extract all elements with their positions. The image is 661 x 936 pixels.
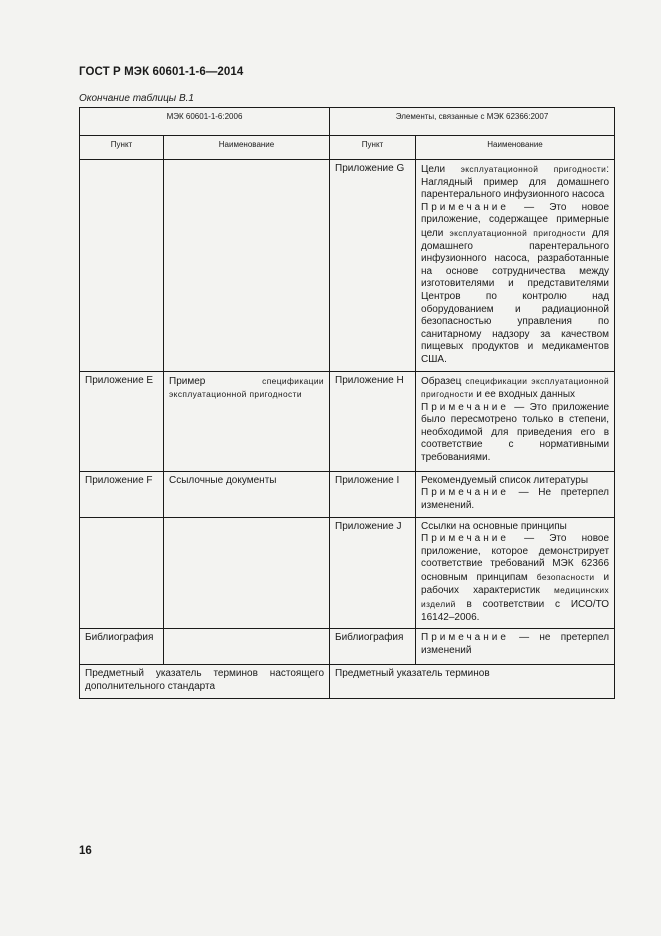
empty-cell — [80, 160, 164, 372]
note-label: Примечание — [421, 201, 509, 213]
column-header-name-right: Наименование — [416, 136, 615, 160]
note-text: — не претерпел изменений — [421, 632, 610, 656]
table-column-header-row — [80, 136, 615, 160]
term-smallcaps: эксплуатационной пригодности — [449, 227, 586, 238]
cell-name — [416, 371, 615, 471]
note-label: Примечание — [421, 487, 509, 499]
cell-index-left: Предметный указатель терминов настоящего дополнительного стандарта — [80, 665, 330, 699]
note-text: — Не претерпел изменений. — [421, 487, 610, 511]
term-text: Образец — [421, 375, 462, 387]
cell-item: Приложение H — [330, 371, 416, 471]
document-header: ГОСТ Р МЭК 60601-1-6—2014 — [79, 66, 244, 78]
term-smallcaps: безопасности — [536, 571, 595, 582]
empty-cell — [164, 629, 330, 665]
table-caption: Окончание таблицы В.1 — [79, 93, 194, 104]
page-number: 16 — [79, 845, 92, 857]
group-header-left: МЭК 60601-1-6:2006 — [80, 108, 330, 136]
term-smallcaps: спецификации эксплуатационной пригодности — [421, 375, 610, 400]
cell-item: Приложение G — [330, 160, 416, 372]
note-label: Примечание — [421, 533, 509, 545]
note-text: — Это приложение было пересмотрено только в степени, необходимой для приведения его в соответствие с нормативными требованиями. — [421, 401, 610, 464]
cell-item: Приложение I — [330, 471, 416, 517]
table-row — [80, 471, 615, 517]
empty-cell — [80, 517, 164, 629]
note-text: — Это новое приложение, которое демонстрирует соответствие требований МЭК 62366 основным принципам — [421, 533, 610, 583]
column-header-item-left: Пункт — [80, 136, 164, 160]
cell-index-right: Предметный указатель терминов — [330, 665, 615, 699]
note-text: — Это новое приложение, содержащее примерные — [421, 201, 610, 226]
note-text: для домашнего парентерального инфузионного насоса, разработанные на основе сотрудничества между изготовителями и представителями Центров по контролю над оборудованием и радиационной безопасностью управления по санитарному надзору за качеством пищевых продуктов и медикаментов США. — [421, 227, 610, 365]
note-label: Примечание — [421, 401, 509, 413]
note-label: Примечание — [421, 632, 509, 644]
comparison-table — [79, 107, 615, 699]
column-header-item-right: Пункт — [330, 136, 416, 160]
cell-item: Приложение J — [330, 517, 416, 629]
cell-item: Приложение F — [80, 471, 164, 517]
cell-item: Приложение E — [80, 371, 164, 471]
cell-item: Библиография — [80, 629, 164, 665]
cell-name — [164, 371, 330, 471]
note-text: и рабочих характеристик — [421, 571, 610, 597]
term-text: Цели — [421, 164, 446, 175]
name-text: Рекомендуемый список литературы — [421, 474, 589, 486]
table-group-header-row — [80, 108, 615, 136]
empty-cell — [164, 517, 330, 629]
name-text: : Наглядный пример для домашнего парентерального инфузионного насоса — [421, 164, 610, 201]
cell-name — [416, 160, 615, 372]
term-smallcaps: эксплуатационной пригодности — [460, 164, 607, 174]
term-text: Пример — [169, 375, 206, 387]
cell-name: Ссылочные документы — [164, 471, 330, 517]
name-text: и ее входных данных — [473, 389, 576, 401]
cell-name — [416, 517, 615, 629]
term-text: цели — [421, 227, 444, 239]
empty-cell — [164, 160, 330, 372]
name-text: Ссылки на основные принципы — [421, 520, 567, 532]
table-row — [80, 629, 615, 665]
table-row — [80, 665, 615, 699]
group-header-right: Элементы, связанные с МЭК 62366:2007 — [330, 108, 615, 136]
table-row — [80, 517, 615, 629]
note-text: в соответствии с ИСО/ТО 16142–2006. — [421, 599, 610, 623]
column-header-name-left: Наименование — [164, 136, 330, 160]
term-smallcaps: спецификации эксплуатационной пригодности — [169, 375, 325, 400]
cell-item: Библиография — [330, 629, 416, 665]
table-row — [80, 160, 615, 372]
term-smallcaps: медицинских изделий — [421, 585, 610, 610]
cell-name — [416, 629, 615, 665]
table-row — [80, 371, 615, 471]
cell-name — [416, 471, 615, 517]
